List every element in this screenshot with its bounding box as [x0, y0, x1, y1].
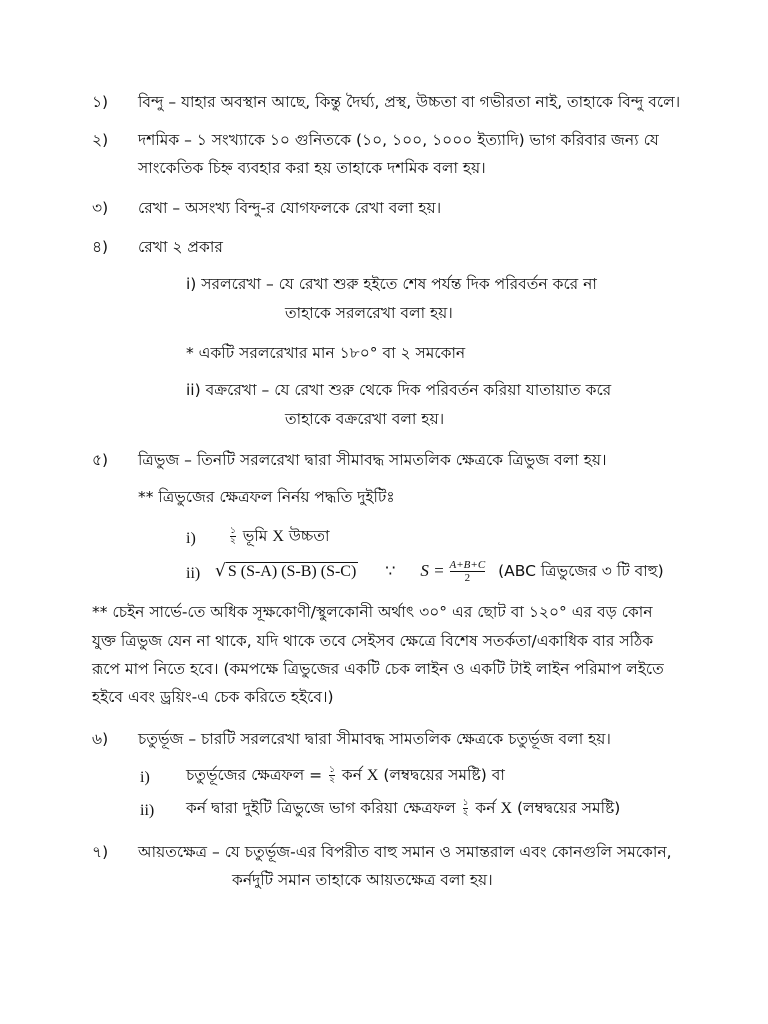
quad-formula-2-label: ii) [140, 802, 155, 819]
quad-formula-1-label: i) [140, 769, 150, 786]
straight-line-definition-2: তাহাকে সরলরেখা বলা হয়। [285, 304, 453, 322]
triangle-method-2-label: ii) [186, 565, 201, 582]
semi-perimeter-fraction: $\frac{A+B+C}{2}$ [449, 559, 486, 584]
quad-formula-1: চতুর্ভূজের ক্ষেত্রফল = $\frac{১}{২}$ কর্ন X (লম্বদ্বয়ের সমষ্টি) বা [186, 765, 505, 785]
line-types-heading: রেখা ২ প্রকার [138, 238, 223, 256]
triangle-method-1-label: i) [186, 530, 196, 547]
item-number-1: ১) [92, 93, 109, 111]
straight-line-definition-1: i) সরলরেখা – যে রেখা শুরু হইতে শেষ পর্যন্ত দিক পরিবর্তন করে না [186, 275, 597, 293]
item-number-7: ৭) [92, 843, 109, 861]
item-number-6: ৬) [92, 730, 109, 748]
item-number-4: ৪) [92, 238, 109, 256]
quad-formula-2: কর্ন দ্বারা দুইটি ত্রিভুজে ভাগ করিয়া ক্ষেত্রফল $\frac{১}{২}$ কর্ন X (লম্বদ্বয়ের সমষ্টি) [186, 798, 621, 818]
curved-line-definition-1: ii) বক্ররেখা – যে রেখা শুরু থেকে দিক পরিবর্তন করিয়া যাতায়াত করে [186, 381, 612, 399]
rectangle-definition-line-2: কর্নদুটি সমান তাহাকে আয়তক্ষেত্র বলা হয়। [232, 871, 493, 889]
item-number-2: ২) [92, 131, 109, 149]
radicand: S (S-A) (S-B) (S-C) [227, 563, 357, 580]
triangle-area-heading: ** ত্রিভুজের ক্ষেত্রফল নির্নয় পদ্ধতি দুইটিঃ [138, 488, 395, 506]
chain-note-line-4: হইবে এবং ড্রয়িং-এ চেক করিতে হইবে।) [92, 688, 334, 706]
point-definition: বিন্দু – যাহার অবস্থান আছে, কিন্তু দৈর্ঘ্য, প্রস্থ, উচ্চতা বা গভীরতা নাই, তাহাকে বিন্দু বলে। [138, 93, 681, 111]
triangle-definition: ত্রিভুজ – তিনটি সরলরেখা দ্বারা সীমাবদ্ধ সামতলিক ক্ষেত্রকে ত্রিভুজ বলা হয়। [138, 451, 607, 469]
curved-line-definition-2: তাহাকে বক্ররেখা বলা হয়। [285, 410, 445, 428]
decimal-definition-line-1: দশমিক – ১ সংখ্যাকে ১০ গুনিতকে (১০, ১০০, ১০০০ ইত্যাদি) ভাগ করিবার জন্য যে [138, 131, 659, 149]
abc-sides-note: (ABC ত্রিভুজের ৩ টি বাহু) [498, 562, 664, 580]
half-fraction: $\frac{১}{২}$ [329, 765, 335, 785]
item-number-5: ৫) [92, 451, 109, 469]
chain-note-line-1: ** চেইন সার্ভে-তে অধিক সূক্ষকোণী/স্থুলকোনী অর্থাৎ ৩০° এর ছোট বা ১২০° এর বড় কোন [92, 603, 653, 621]
half-fraction: $\frac{১}{২}$ [462, 798, 469, 818]
because-symbol: ∵ [385, 563, 396, 580]
chain-note-line-3: রূপে মাপ নিতে হবে। (কমপক্ষে ত্রিভুজের একটি চেক লাইন ও একটি টাই লাইন পরিমাপ লইতে [92, 660, 664, 678]
straight-line-note: * একটি সরলরেখার মান ১৮০° বা ২ সমকোন [186, 344, 466, 362]
quadrilateral-definition: চতুর্ভূজ – চারটি সরলরেখা দ্বারা সীমাবদ্ধ সামতলিক ক্ষেত্রকে চতুর্ভূজ বলা হয়। [138, 730, 611, 748]
triangle-method-1-formula: $\frac{১}{২}$ ভূমি X উচ্চতা [230, 526, 330, 546]
line-definition: রেখা – অসংখ্য বিন্দু-র যোগফলকে রেখা বলা হয়। [138, 199, 442, 217]
chain-note-line-2: যুক্ত ত্রিভুজ যেন না থাকে, যদি থাকে তবে সেইসব ক্ষেত্রে বিশেষ সতর্কতা/একাধিক বার সঠিক [92, 632, 654, 650]
decimal-definition-line-2: সাংকেতিক চিহ্ন ব্যবহার করা হয় তাহাকে দশমিক বলা হয়। [138, 159, 486, 177]
herons-formula: √ S (S-A) (S-B) (S-C) ∵ S = $\frac{A+B+C}{2}$ (ABC ত্রিভুজের ৩ টি বাহু) [215, 559, 664, 584]
half-fraction: $\frac{১}{২}$ [230, 526, 236, 546]
rectangle-definition-line-1: আয়তক্ষেত্র – যে চতুর্ভূজ-এর বিপরীত বাহু সমান ও সমান্তরাল এবং কোনগুলি সমকোন, [138, 843, 672, 861]
item-number-3: ৩) [92, 199, 109, 217]
